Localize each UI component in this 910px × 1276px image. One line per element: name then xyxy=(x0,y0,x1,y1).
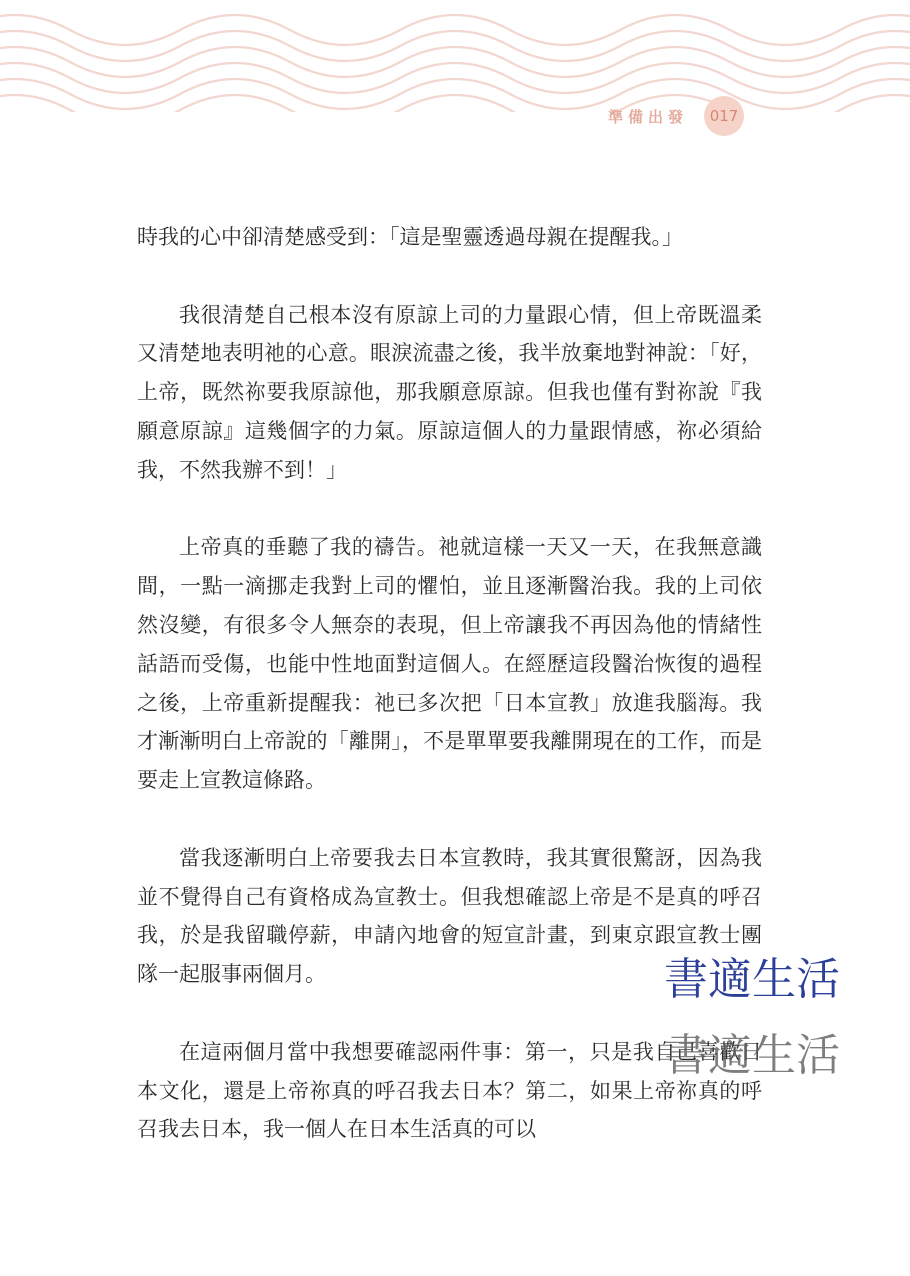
paragraph-1: 時我的心中卻清楚感受到：「這是聖靈透過母親在提醒我。」 xyxy=(137,225,683,249)
watermark-primary: 書適生活 xyxy=(664,954,840,1005)
running-head xyxy=(608,98,744,134)
paragraph-3: 上帝真的垂聽了我的禱告。祂就這樣一天又一天，在我無意識間，一點一滴挪走我對上司的懼怕，並且逐漸醫治我。我的上司依然沒變，有很多令人無奈的表現，但上帝讓我不再因為他的情緒性話語而受傷，也能中性地面對這個人。在經歷這段醫治恢復的過程之後，上帝重新提醒我：祂已多次把「日本宣教」放進我腦海。我才漸漸明白上帝說的「離開」，不是單單要我離開現在的工作，而是要走上宣教這條路。 xyxy=(137,535,762,793)
paragraph-2: 我很清楚自己根本沒有原諒上司的力量跟心情，但上帝既溫柔又清楚地表明祂的心意。眼淚流盡之後，我半放棄地對神說：「好，上帝，既然祢要我原諒他，那我願意原諒。但我也僅有對祢說『我願意原諒』這幾個字的力氣。原諒這個人的力量跟情感，祢必須給我，不然我辦不到！」 xyxy=(137,302,762,482)
wave-pattern-decoration xyxy=(0,0,910,118)
paragraph-5: 在這兩個月當中我想要確認兩件事：第一，只是我自己喜歡日本文化，還是上帝祢真的呼召我去日本？第二，如果上帝祢真的呼召我去日本，我一個人在日本生活真的可以 xyxy=(137,1039,762,1142)
page-number-badge: 017 xyxy=(704,96,744,136)
paragraph-4: 當我逐漸明白上帝要我去日本宣教時，我其實很驚訝，因為我並不覺得自己有資格成為宣教士。但我想確認上帝是不是真的呼召我，於是我留職停薪，申請內地會的短宣計畫，到東京跟宣教士團隊一起服事兩個月。 xyxy=(137,845,762,987)
chapter-title: 準備出發 xyxy=(608,107,689,126)
watermark-secondary: 書適生活 xyxy=(664,1030,840,1081)
